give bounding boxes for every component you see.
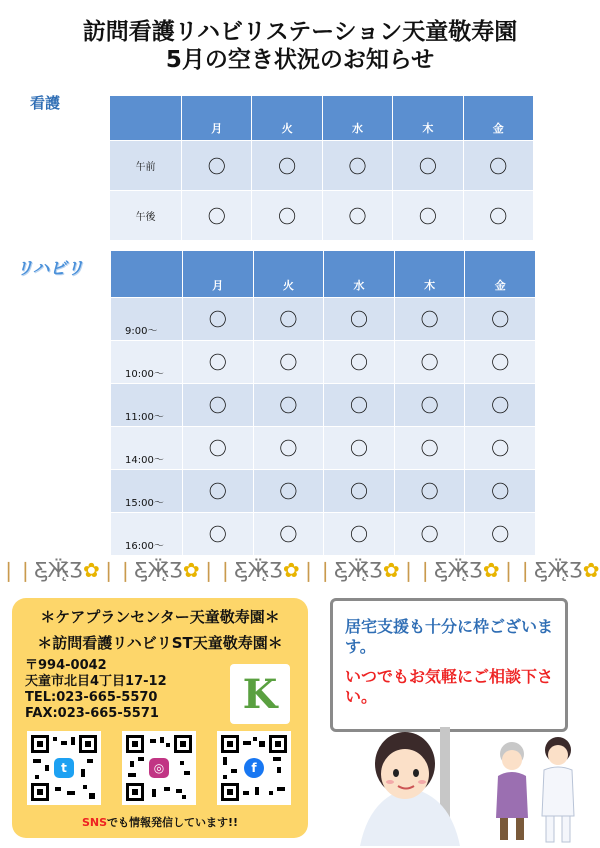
availability-mark: 〇 (252, 141, 322, 191)
availability-mark: 〇 (324, 513, 395, 556)
facebook-qr-code[interactable] (217, 731, 291, 805)
availability-mark: 〇 (183, 384, 254, 427)
availability-mark: 〇 (253, 384, 324, 427)
availability-mark: 〇 (322, 191, 392, 241)
instagram-icon: ◎ (149, 758, 169, 778)
flower-icon: ✿ (382, 558, 400, 582)
table-row (111, 470, 536, 513)
table-row (111, 341, 536, 384)
time-label: 15:00～ (111, 470, 183, 513)
availability-mark: 〇 (465, 513, 536, 556)
fax-number: FAX:023-665-5571 (25, 706, 159, 721)
day-header: 金 (465, 251, 536, 298)
availability-mark: 〇 (394, 513, 465, 556)
clothespin-icon: ❘❘ (300, 558, 334, 582)
time-label: 14:00～ (111, 427, 183, 470)
flower-icon: ✿ (582, 558, 600, 582)
butterfly-icon: Ƹ̵̡Ӝ̵̨̄Ʒ (134, 558, 183, 582)
availability-mark: 〇 (465, 470, 536, 513)
table-row (111, 298, 536, 341)
time-label: 午後 (110, 191, 182, 241)
day-header: 水 (324, 251, 395, 298)
time-label: 16:00～ (111, 513, 183, 556)
table-row (111, 384, 536, 427)
rehab-schedule-table (110, 250, 536, 556)
twitter-qr-code[interactable] (27, 731, 101, 805)
day-header: 水 (322, 96, 392, 141)
flower-icon: ✿ (182, 558, 200, 582)
street-address: 天童市北目4丁目17-12 (25, 674, 167, 689)
care-plan-center-name: ＊ケアプランセンター天童敬寿園＊ (40, 608, 280, 626)
availability-mark: 〇 (253, 298, 324, 341)
availability-mark: 〇 (465, 298, 536, 341)
contact-info-box (12, 598, 308, 838)
availability-mark: 〇 (253, 513, 324, 556)
nurse-holding-sign-figure (360, 732, 460, 846)
page-title: 訪問看護リハビリステーション天童敬寿園 (82, 19, 518, 45)
message-sign (330, 598, 568, 732)
availability-mark: 〇 (465, 384, 536, 427)
time-label: 午前 (110, 141, 182, 191)
table-row (110, 191, 534, 241)
day-header: 木 (393, 96, 463, 141)
table-row (111, 513, 536, 556)
day-header: 金 (463, 96, 533, 141)
day-header: 月 (182, 96, 252, 141)
logo-letter: K (242, 670, 278, 718)
clothespin-icon: ❘❘ (0, 558, 34, 582)
availability-mark: 〇 (182, 191, 252, 241)
availability-mark: 〇 (394, 341, 465, 384)
availability-mark: 〇 (463, 141, 533, 191)
clothespin-icon: ❘❘ (100, 558, 134, 582)
elderly-woman-figure (496, 742, 528, 840)
clothespin-icon: ❘❘ (500, 558, 534, 582)
caregiver-figure (542, 737, 574, 842)
sns-highlight: SNS (81, 816, 107, 829)
clothespin-icon: ❘❘ (200, 558, 234, 582)
availability-mark: 〇 (322, 141, 392, 191)
butterfly-icon: Ƹ̵̡Ӝ̵̨̄Ʒ (34, 558, 83, 582)
availability-mark: 〇 (465, 427, 536, 470)
availability-mark: 〇 (183, 470, 254, 513)
day-header: 月 (183, 251, 254, 298)
table-row (110, 141, 534, 191)
availability-mark: 〇 (324, 384, 395, 427)
availability-mark: 〇 (183, 341, 254, 384)
availability-mark: 〇 (324, 470, 395, 513)
flower-icon: ✿ (282, 558, 300, 582)
availability-mark: 〇 (324, 298, 395, 341)
rehab-section-label: リハビリ (16, 259, 84, 279)
sns-notice-text: でも情報発信しています!! (107, 816, 239, 829)
station-name: ＊訪問看護リハビリST天童敬寿園＊ (37, 634, 283, 652)
availability-mark: 〇 (183, 427, 254, 470)
availability-mark: 〇 (324, 341, 395, 384)
availability-mark: 〇 (324, 427, 395, 470)
contact-address (25, 658, 167, 722)
table-header-row (111, 251, 536, 298)
availability-mark: 〇 (183, 298, 254, 341)
availability-mark: 〇 (253, 427, 324, 470)
table-header-corner (111, 251, 183, 298)
availability-mark: 〇 (394, 384, 465, 427)
table-header-corner (110, 96, 182, 141)
time-label: 11:00～ (111, 384, 183, 427)
staff-illustration (360, 726, 600, 846)
availability-mark: 〇 (463, 191, 533, 241)
availability-mark: 〇 (183, 513, 254, 556)
time-label: 10:00～ (111, 341, 183, 384)
nursing-schedule-table (109, 95, 534, 241)
sns-notice (12, 814, 308, 830)
page-subtitle: 5月の空き状況のお知らせ (165, 47, 435, 73)
sign-message-consult: いつでもお気軽にご相談下さい。 (345, 667, 554, 706)
flower-icon: ✿ (82, 558, 100, 582)
availability-mark: 〇 (182, 141, 252, 191)
availability-mark: 〇 (394, 470, 465, 513)
nursing-section-label: 看護 (30, 94, 61, 112)
day-header: 火 (253, 251, 324, 298)
butterfly-icon: Ƹ̵̡Ӝ̵̨̄Ʒ (434, 558, 483, 582)
decorative-border (0, 553, 600, 587)
butterfly-icon: Ƹ̵̡Ӝ̵̨̄Ʒ (234, 558, 283, 582)
facebook-icon: f (244, 758, 264, 778)
time-label: 9:00～ (111, 298, 183, 341)
organization-logo (230, 664, 290, 724)
availability-mark: 〇 (393, 141, 463, 191)
availability-mark: 〇 (393, 191, 463, 241)
table-header-row (110, 96, 534, 141)
butterfly-icon: Ƹ̵̡Ӝ̵̨̄Ʒ (534, 558, 583, 582)
postal-code: 〒994-0042 (25, 658, 107, 673)
availability-mark: 〇 (394, 427, 465, 470)
clothespin-icon: ❘❘ (400, 558, 434, 582)
butterfly-icon: Ƹ̵̡Ӝ̵̨̄Ʒ (334, 558, 383, 582)
flower-icon: ✿ (482, 558, 500, 582)
availability-mark: 〇 (252, 191, 322, 241)
availability-mark: 〇 (465, 341, 536, 384)
table-row (111, 427, 536, 470)
phone-number[interactable]: TEL:023-665-5570 (25, 690, 158, 705)
day-header: 火 (252, 96, 322, 141)
availability-mark: 〇 (253, 470, 324, 513)
twitter-icon: t (54, 758, 74, 778)
day-header: 木 (394, 251, 465, 298)
availability-mark: 〇 (253, 341, 324, 384)
sign-message-availability: 居宅支援も十分に枠ございます。 (345, 617, 554, 656)
instagram-qr-code[interactable] (122, 731, 196, 805)
availability-mark: 〇 (394, 298, 465, 341)
